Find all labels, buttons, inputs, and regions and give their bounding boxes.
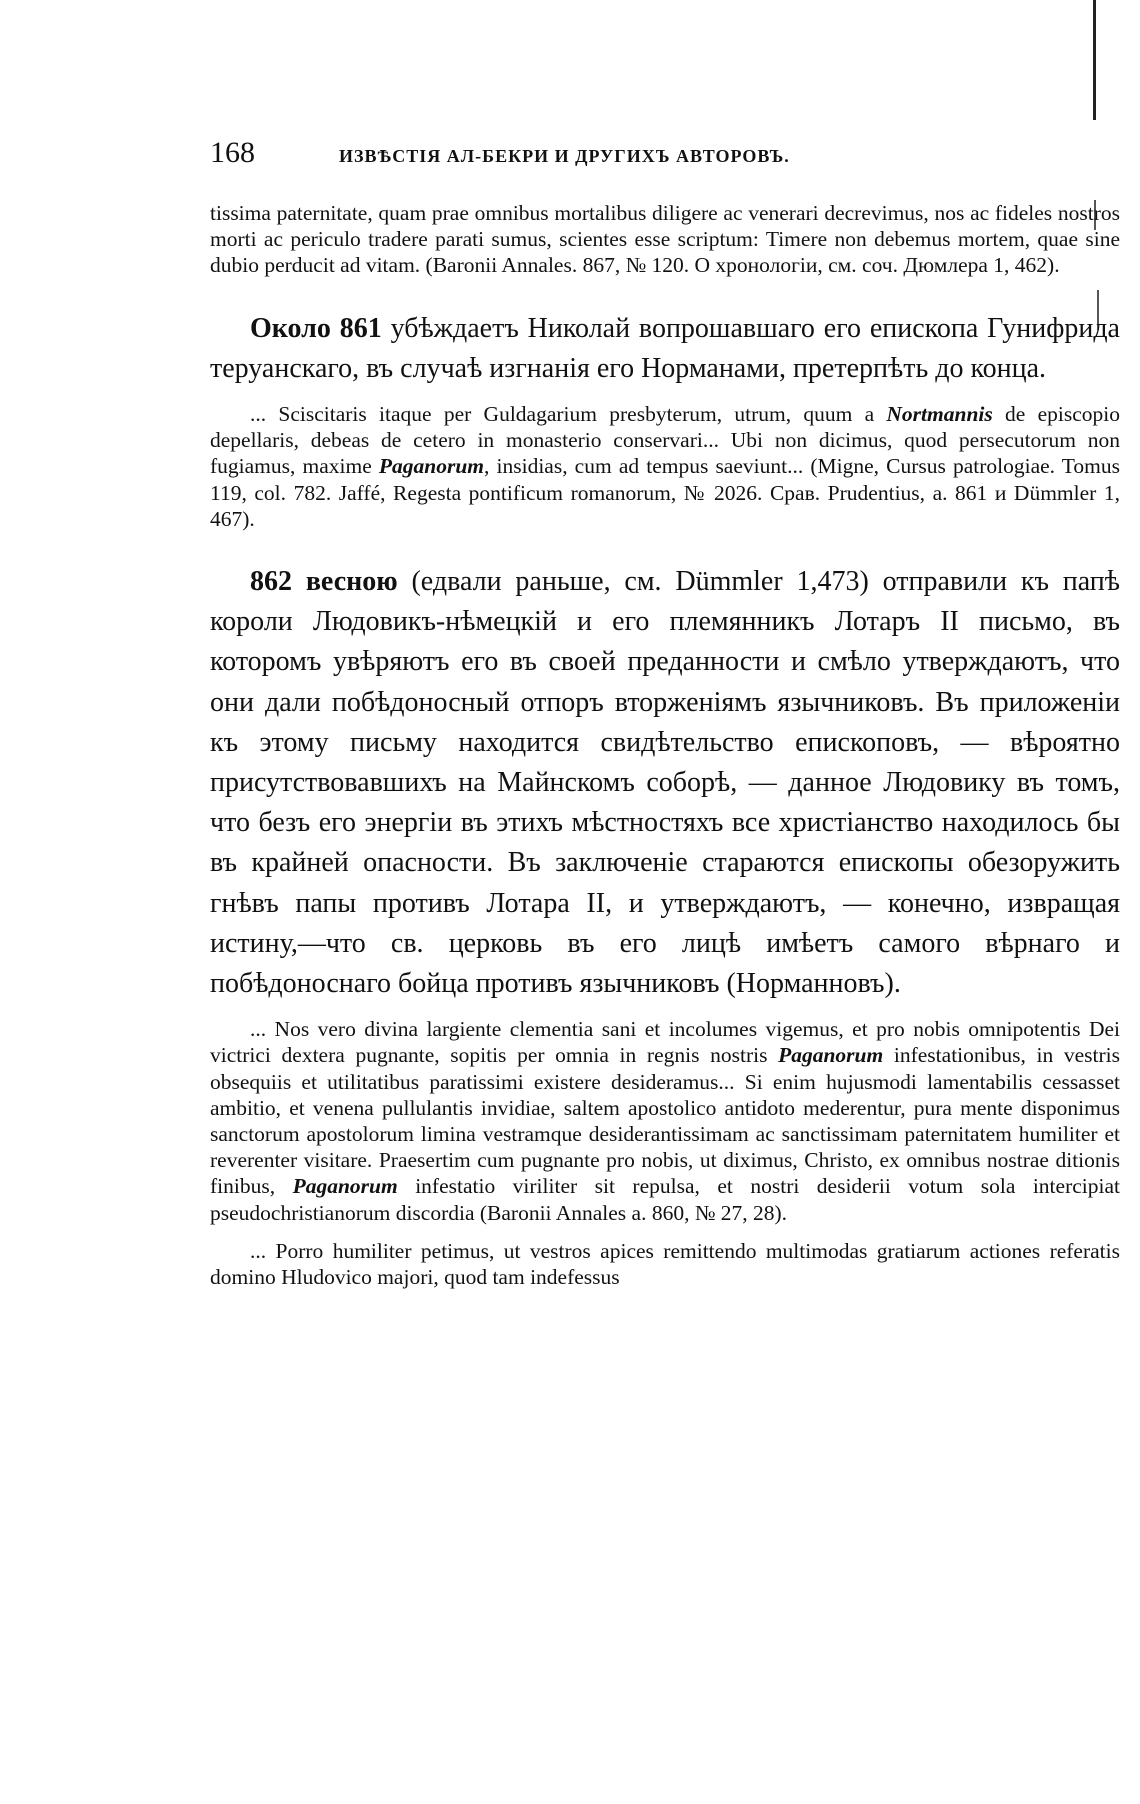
emphasized-word: Paganorum xyxy=(778,1043,884,1068)
paragraph-text: ... Porro humiliter petimus, ut vestros apices remittendo multimodas gratiarum actiones referatis domino Hludovico majori, quod tam indefessus xyxy=(210,1238,1120,1290)
emphasized-word: Paganorum xyxy=(292,1174,398,1199)
entry-date-lead: Около 861 xyxy=(250,312,382,344)
page-edge-mark xyxy=(1093,0,1096,120)
emphasized-word: Nortmannis xyxy=(886,402,993,427)
paragraph-latin-quote xyxy=(210,1238,1120,1290)
paragraph-entry-861 xyxy=(210,309,1120,389)
paragraph-text: , insidias, cum ad tempus saeviunt... (Migne, Cursus patrologiae. Tomus 119, col. 782. Jaffé, Regesta pontificum romanorum, № 2026. Срав. Prudentius, a. 861 и Dümmler 1, 467). xyxy=(210,454,1120,531)
page-number: 168 xyxy=(210,136,255,169)
entry-date-lead: 862 весною xyxy=(250,566,398,598)
paragraph-text: tissima paternitate, quam prae omnibus mortalibus diligere ac venerari decrevimus, nos ac fideles nostros morti ac periculo tradere parati sumus, scientes esse scriptum: Timere non debemus mortem, quae sine dubio perducit ad vitam. (Baronii Annales. 867, № 120. О хронологіи, см. соч. Дюмлера 1, 462). xyxy=(210,201,1120,278)
page-body xyxy=(210,200,1120,1290)
paragraph-text: ... Sciscitaris itaque per Guldagarium presbyterum, utrum, quum a xyxy=(250,402,887,427)
paragraph-latin-quote xyxy=(210,1016,1120,1226)
running-header xyxy=(210,136,930,176)
paragraph-text: (едвали раньше, см. Dümmler 1,473) отправили къ папѣ короли Людовикъ-нѣмецкій и его племянникъ Лотаръ II письмо, въ которомъ увѣряютъ его въ своей преданности и смѣло утверждаютъ, что они дали побѣдоносный отпоръ вторженіямъ язычниковъ. Въ приложеніи къ этому письму находится свидѣтельство епископовъ, — вѣроятно присутствовавшихъ на Майнскомъ соборѣ, — данное Людовику въ томъ, что безъ его энергіи въ этихъ мѣстностяхъ все христіанство находилось бы въ крайней опасности. Въ заключеніе стараются епископы обезоружить гнѣвъ папы противъ Лотара II, и утверждаютъ, — конечно, извращая истину,—что св. церковь въ его лицѣ имѣетъ самого вѣрнаго и побѣдоноснаго бойца противъ язычниковъ (Норманновъ). xyxy=(210,566,1120,1000)
emphasized-word: Paganorum xyxy=(378,454,485,479)
paragraph-text: infestationibus, in vestris obsequiis et utilitatibus paratissimi existere desideramus... Si enim hujusmodi lamentabilis cessasset ambitio, et venena pullulantis invidiae, saltem apostolico antidoto mederentur, pura mente disponimus sanctorum apostolorum limina vestramque desiderantissimam ac sanctissimam paternitatem humiliter et reverenter visitare. Praesertim cum pugnante pro nobis, ut diximus, Christo, ex omnibus nostrae ditionis finibus, xyxy=(210,1043,1120,1199)
paragraph-text: infestatio viriliter sit repulsa, et nostri desiderii votum sola intercipiat pseudochristianorum discordia (Baronii Annales a. 860, № 27, 28). xyxy=(210,1174,1120,1225)
paragraph-latin-citation xyxy=(210,200,1120,279)
running-title: ИЗВѢСТІЯ АЛ-БЕКРИ И ДРУГИХЪ АВТОРОВЪ. xyxy=(339,146,790,166)
paragraph-latin-quote xyxy=(210,401,1120,532)
paragraph-entry-862 xyxy=(210,562,1120,1004)
paragraph-text: ... Nos vero divina largiente clementia sani et incolumes vigemus, et pro nobis omnipotentis Dei victrici dextera pugnante, sopitis per omnia in regnis nostris xyxy=(210,1017,1120,1068)
paragraph-text: убѣждаетъ Николай вопрошавшаго его епископа Гунифрида теруанскаго, въ случаѣ изгнанія его Норманами, претерпѣть до конца. xyxy=(210,312,1120,384)
paragraph-text: de episcopio depellaris, debeas de cetero in monasterio conservari... Ubi non dicimus, quod persecutorum non fugiamus, maxime xyxy=(210,402,1120,479)
